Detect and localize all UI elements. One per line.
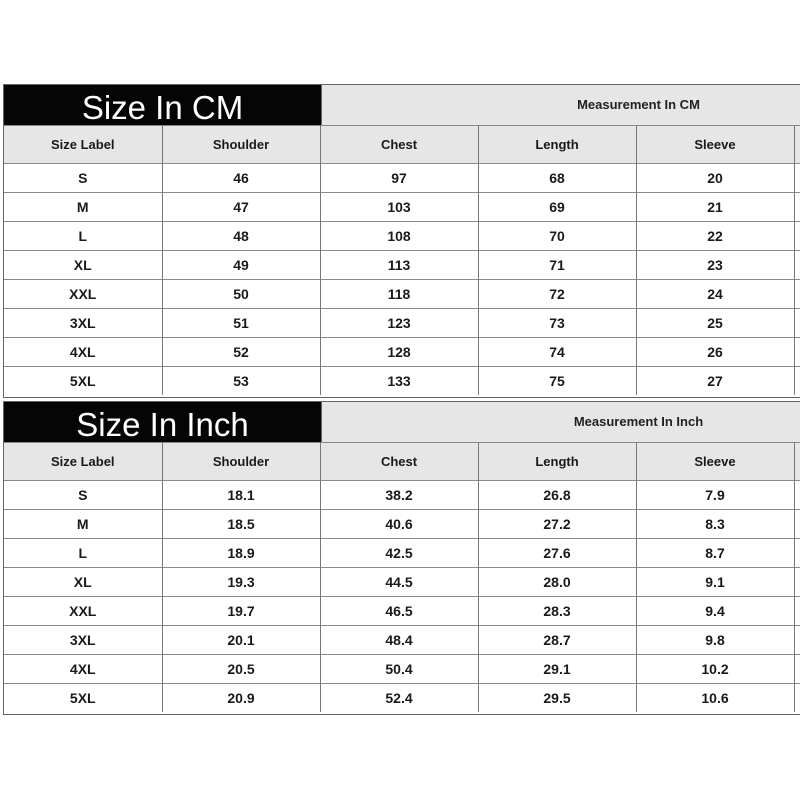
- measurement-cell: 52: [162, 338, 320, 367]
- measurement-cell: 51: [162, 309, 320, 338]
- table-row: [4, 280, 800, 309]
- extra-cell: [794, 251, 800, 280]
- measurement-cell: 72: [478, 280, 636, 309]
- column-header: Length: [478, 126, 636, 164]
- measurement-cell: 42.5: [320, 539, 478, 568]
- measurement-cell: 73: [478, 309, 636, 338]
- measurement-cell: 70: [478, 222, 636, 251]
- measurement-cell: 18.1: [162, 481, 320, 510]
- column-header: Sleeve: [636, 126, 794, 164]
- column-header-extra: [794, 126, 800, 164]
- size-label-cell: XL: [4, 568, 162, 597]
- table-row: [4, 597, 800, 626]
- measurement-cell: 8.7: [636, 539, 794, 568]
- measurement-cell: 48.4: [320, 626, 478, 655]
- measurement-cell: 75: [478, 367, 636, 396]
- table-row: [4, 164, 800, 193]
- measurement-cell: 40.6: [320, 510, 478, 539]
- size-label-cell: 4XL: [4, 338, 162, 367]
- size-label-cell: XL: [4, 251, 162, 280]
- measurement-cell: 9.4: [636, 597, 794, 626]
- measurement-cell: 25: [636, 309, 794, 338]
- size-label-cell: M: [4, 193, 162, 222]
- size-label-cell: 3XL: [4, 626, 162, 655]
- measurement-cell: 28.7: [478, 626, 636, 655]
- extra-cell: [794, 510, 800, 539]
- extra-cell: [794, 338, 800, 367]
- size-table: [4, 125, 800, 395]
- extra-cell: [794, 222, 800, 251]
- measurement-cell: 7.9: [636, 481, 794, 510]
- size-label-cell: XXL: [4, 280, 162, 309]
- measurement-cell: 20.5: [162, 655, 320, 684]
- size-label-cell: L: [4, 222, 162, 251]
- measurement-cell: 118: [320, 280, 478, 309]
- extra-cell: [794, 367, 800, 396]
- measurement-cell: 68: [478, 164, 636, 193]
- chart-title-row: [4, 85, 800, 125]
- measurement-cell: 19.3: [162, 568, 320, 597]
- table-row: [4, 655, 800, 684]
- extra-cell: [794, 164, 800, 193]
- measurement-cell: 20.1: [162, 626, 320, 655]
- measurement-cell: 128: [320, 338, 478, 367]
- extra-cell: [794, 280, 800, 309]
- extra-cell: [794, 684, 800, 713]
- measurement-cell: 28.0: [478, 568, 636, 597]
- column-header: Length: [478, 443, 636, 481]
- column-header: Size Label: [4, 126, 162, 164]
- measurement-cell: 27.6: [478, 539, 636, 568]
- column-header: Shoulder: [162, 443, 320, 481]
- size-label-cell: S: [4, 481, 162, 510]
- measurement-label: Measurement In CM: [577, 97, 700, 112]
- measurement-cell: 22: [636, 222, 794, 251]
- measurement-cell: 28.3: [478, 597, 636, 626]
- chart-title: Size In Inch: [4, 402, 322, 442]
- extra-cell: [794, 539, 800, 568]
- extra-cell: [794, 481, 800, 510]
- measurement-cell: 69: [478, 193, 636, 222]
- measurement-header: [322, 402, 800, 442]
- measurement-cell: 27.2: [478, 510, 636, 539]
- measurement-cell: 10.2: [636, 655, 794, 684]
- column-header-extra: [794, 443, 800, 481]
- extra-cell: [794, 655, 800, 684]
- table-row: [4, 338, 800, 367]
- measurement-cell: 29.1: [478, 655, 636, 684]
- measurement-cell: 123: [320, 309, 478, 338]
- size-label-cell: M: [4, 510, 162, 539]
- extra-cell: [794, 626, 800, 655]
- measurement-cell: 18.9: [162, 539, 320, 568]
- measurement-cell: 52.4: [320, 684, 478, 713]
- size-chart-inch: [3, 401, 800, 715]
- table-row: [4, 251, 800, 280]
- measurement-cell: 46: [162, 164, 320, 193]
- table-row: [4, 684, 800, 713]
- size-label-cell: 4XL: [4, 655, 162, 684]
- measurement-cell: 26: [636, 338, 794, 367]
- size-label-cell: 3XL: [4, 309, 162, 338]
- measurement-cell: 19.7: [162, 597, 320, 626]
- extra-cell: [794, 309, 800, 338]
- table-row: [4, 193, 800, 222]
- measurement-cell: 103: [320, 193, 478, 222]
- extra-cell: [794, 568, 800, 597]
- header-row: [4, 126, 800, 164]
- size-label-cell: 5XL: [4, 367, 162, 396]
- column-header: Sleeve: [636, 443, 794, 481]
- measurement-cell: 21: [636, 193, 794, 222]
- measurement-cell: 50.4: [320, 655, 478, 684]
- measurement-cell: 18.5: [162, 510, 320, 539]
- size-label-cell: 5XL: [4, 684, 162, 713]
- column-header: Chest: [320, 126, 478, 164]
- measurement-cell: 133: [320, 367, 478, 396]
- table-row: [4, 626, 800, 655]
- measurement-header: [322, 85, 800, 125]
- measurement-cell: 53: [162, 367, 320, 396]
- measurement-cell: 46.5: [320, 597, 478, 626]
- measurement-cell: 29.5: [478, 684, 636, 713]
- measurement-label: Measurement In Inch: [573, 414, 704, 429]
- size-label-cell: XXL: [4, 597, 162, 626]
- table-row: [4, 481, 800, 510]
- header-row: [4, 443, 800, 481]
- measurement-cell: 108: [320, 222, 478, 251]
- table-row: [4, 222, 800, 251]
- extra-cell: [794, 193, 800, 222]
- table-row: [4, 568, 800, 597]
- size-table: [4, 442, 800, 712]
- chart-title-row: [4, 402, 800, 442]
- measurement-cell: 8.3: [636, 510, 794, 539]
- measurement-cell: 74: [478, 338, 636, 367]
- measurement-cell: 20.9: [162, 684, 320, 713]
- size-chart-cm: [3, 84, 800, 398]
- measurement-cell: 113: [320, 251, 478, 280]
- measurement-cell: 50: [162, 280, 320, 309]
- chart-title: Size In CM: [4, 85, 322, 125]
- measurement-cell: 27: [636, 367, 794, 396]
- measurement-cell: 71: [478, 251, 636, 280]
- column-header: Chest: [320, 443, 478, 481]
- size-label-cell: S: [4, 164, 162, 193]
- measurement-cell: 97: [320, 164, 478, 193]
- measurement-cell: 9.8: [636, 626, 794, 655]
- table-row: [4, 309, 800, 338]
- table-row: [4, 367, 800, 396]
- measurement-cell: 38.2: [320, 481, 478, 510]
- column-header: Size Label: [4, 443, 162, 481]
- measurement-cell: 20: [636, 164, 794, 193]
- measurement-cell: 23: [636, 251, 794, 280]
- size-label-cell: L: [4, 539, 162, 568]
- measurement-cell: 47: [162, 193, 320, 222]
- measurement-cell: 10.6: [636, 684, 794, 713]
- measurement-cell: 44.5: [320, 568, 478, 597]
- measurement-cell: 49: [162, 251, 320, 280]
- measurement-cell: 26.8: [478, 481, 636, 510]
- column-header: Shoulder: [162, 126, 320, 164]
- measurement-cell: 9.1: [636, 568, 794, 597]
- table-row: [4, 510, 800, 539]
- extra-cell: [794, 597, 800, 626]
- measurement-cell: 48: [162, 222, 320, 251]
- measurement-cell: 24: [636, 280, 794, 309]
- table-row: [4, 539, 800, 568]
